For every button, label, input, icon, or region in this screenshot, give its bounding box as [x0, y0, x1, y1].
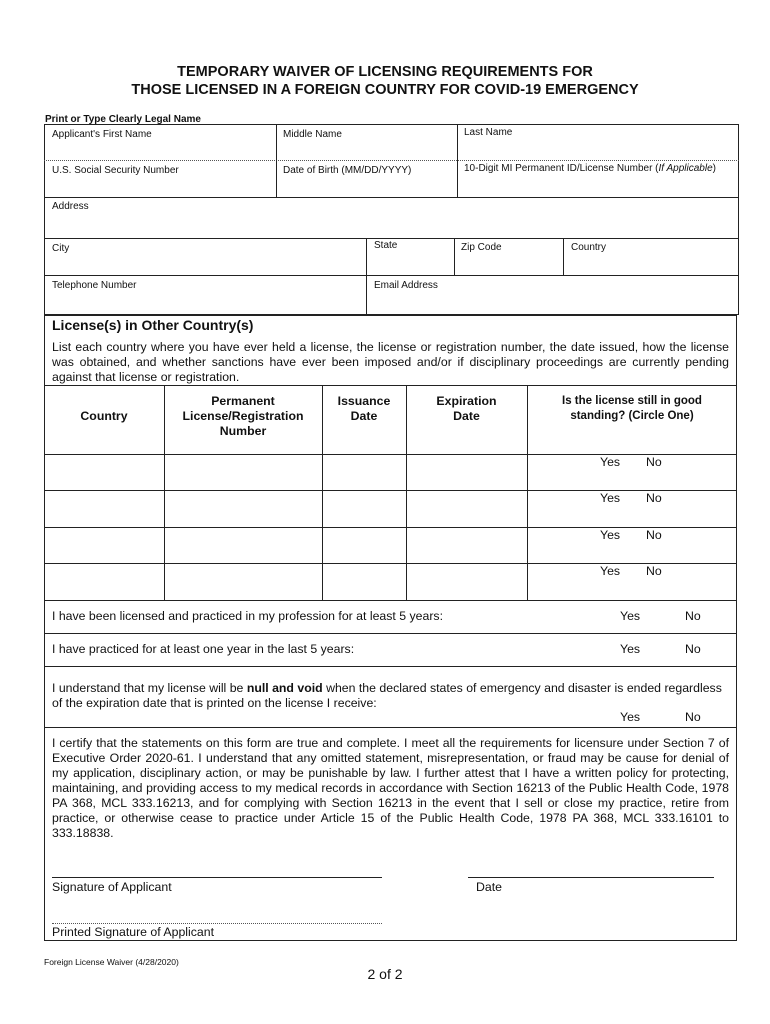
page-number: 2 of 2 [367, 966, 403, 982]
q2-yes-option[interactable]: Yes [620, 642, 641, 656]
certification-statement: I certify that the statements on this form are true and complete. I meet all the requirements for licensure under Section 7 of Executive Order 2020-61. I understand that any omitted statement, misrepresentation, or fraud may be cause for denial of my application, disciplinary action, or may be punishable by law. I further attest that I have a written policy for protecting, maintaining, and providing access to my medical records in accordance with Section 16213 of the Public Health Code, 1978 PA 368, MCL 333.16213, and for complying with Section 16213 in the event that I sell or close my practice, retire from practice, or otherwise cease to practice under Article 15 of the Public Health Code, 1978 PA 368, MCL 333.16101 to 333.18838. [52, 736, 729, 840]
col-header-expiration: Expiration Date [436, 394, 497, 423]
middle-name-field[interactable]: Middle Name [283, 129, 342, 140]
question-five-years: I have been licensed and practiced in my profession for at least 5 years: [52, 609, 443, 623]
email-field[interactable]: Email Address [374, 280, 438, 291]
col-header-country: Country [80, 409, 128, 423]
date-line [468, 877, 714, 878]
form-title-line1: TEMPORARY WAIVER OF LICENSING REQUIREMENTS FOR [177, 64, 593, 80]
telephone-field[interactable]: Telephone Number [52, 280, 137, 291]
row1-yes-option[interactable]: Yes [600, 455, 621, 469]
q3-yes-option[interactable]: Yes [620, 710, 641, 724]
signature-line [52, 877, 382, 878]
row2-no-option[interactable]: No [646, 491, 662, 505]
q1-yes-option[interactable]: Yes [620, 609, 641, 623]
signature-label[interactable]: Signature of Applicant [52, 880, 172, 894]
q2-no-option[interactable]: No [685, 642, 701, 656]
q3-no-option[interactable]: No [685, 710, 701, 724]
licenses-instructions: List each country where you have ever held a license, the license or registration number, the date issued, how the license was obtained, and whether sanctions have ever been imposed and/or if disciplinary proceedings are currently pending against that license or registration. [52, 340, 729, 384]
date-label[interactable]: Date [476, 880, 502, 894]
row3-no-option[interactable]: No [646, 528, 662, 542]
form-title-line2: THOSE LICENSED IN A FOREIGN COUNTRY FOR COVID-19 EMERGENCY [131, 82, 639, 98]
first-name-field[interactable]: Applicant's First Name [52, 129, 152, 140]
row4-yes-option[interactable]: Yes [600, 564, 621, 578]
row2-yes-option[interactable]: Yes [600, 491, 621, 505]
col-header-issuance: Issuance Date [337, 394, 391, 423]
printed-signature-line [52, 923, 382, 924]
dob-field[interactable]: Date of Birth (MM/DD/YYYY) [283, 165, 412, 176]
state-field[interactable]: State [374, 240, 398, 251]
row4-no-option[interactable]: No [646, 564, 662, 578]
col-header-standing: Is the license still in good standing? (Circle One) [562, 395, 702, 422]
row1-no-option[interactable]: No [646, 455, 662, 469]
ssn-field[interactable]: U.S. Social Security Number [52, 165, 179, 176]
q1-no-option[interactable]: No [685, 609, 701, 623]
country-field[interactable]: Country [571, 242, 607, 253]
licenses-heading: License(s) in Other Country(s) [52, 317, 254, 333]
row3-yes-option[interactable]: Yes [600, 528, 621, 542]
question-null-void: I understand that my license will be null and void when the declared states of emergency and disaster is ended regardless of the expiration date that is printed on the license I receive: [52, 681, 722, 710]
form-id: Foreign License Waiver (4/28/2020) [44, 957, 179, 967]
last-name-field[interactable]: Last Name [464, 127, 513, 138]
zip-field[interactable]: Zip Code [461, 242, 502, 253]
mi-id-field[interactable]: 10-Digit MI Permanent ID/License Number (If Applicable) [464, 163, 716, 174]
col-header-permanent: Permanent License/Registration Number [182, 394, 304, 438]
printed-signature-label[interactable]: Printed Signature of Applicant [52, 925, 215, 939]
question-one-year: I have practiced for at least one year in the last 5 years: [52, 642, 355, 656]
city-field[interactable]: City [52, 243, 70, 254]
name-instruction: Print or Type Clearly Legal Name [45, 114, 201, 125]
address-field[interactable]: Address [52, 201, 89, 212]
